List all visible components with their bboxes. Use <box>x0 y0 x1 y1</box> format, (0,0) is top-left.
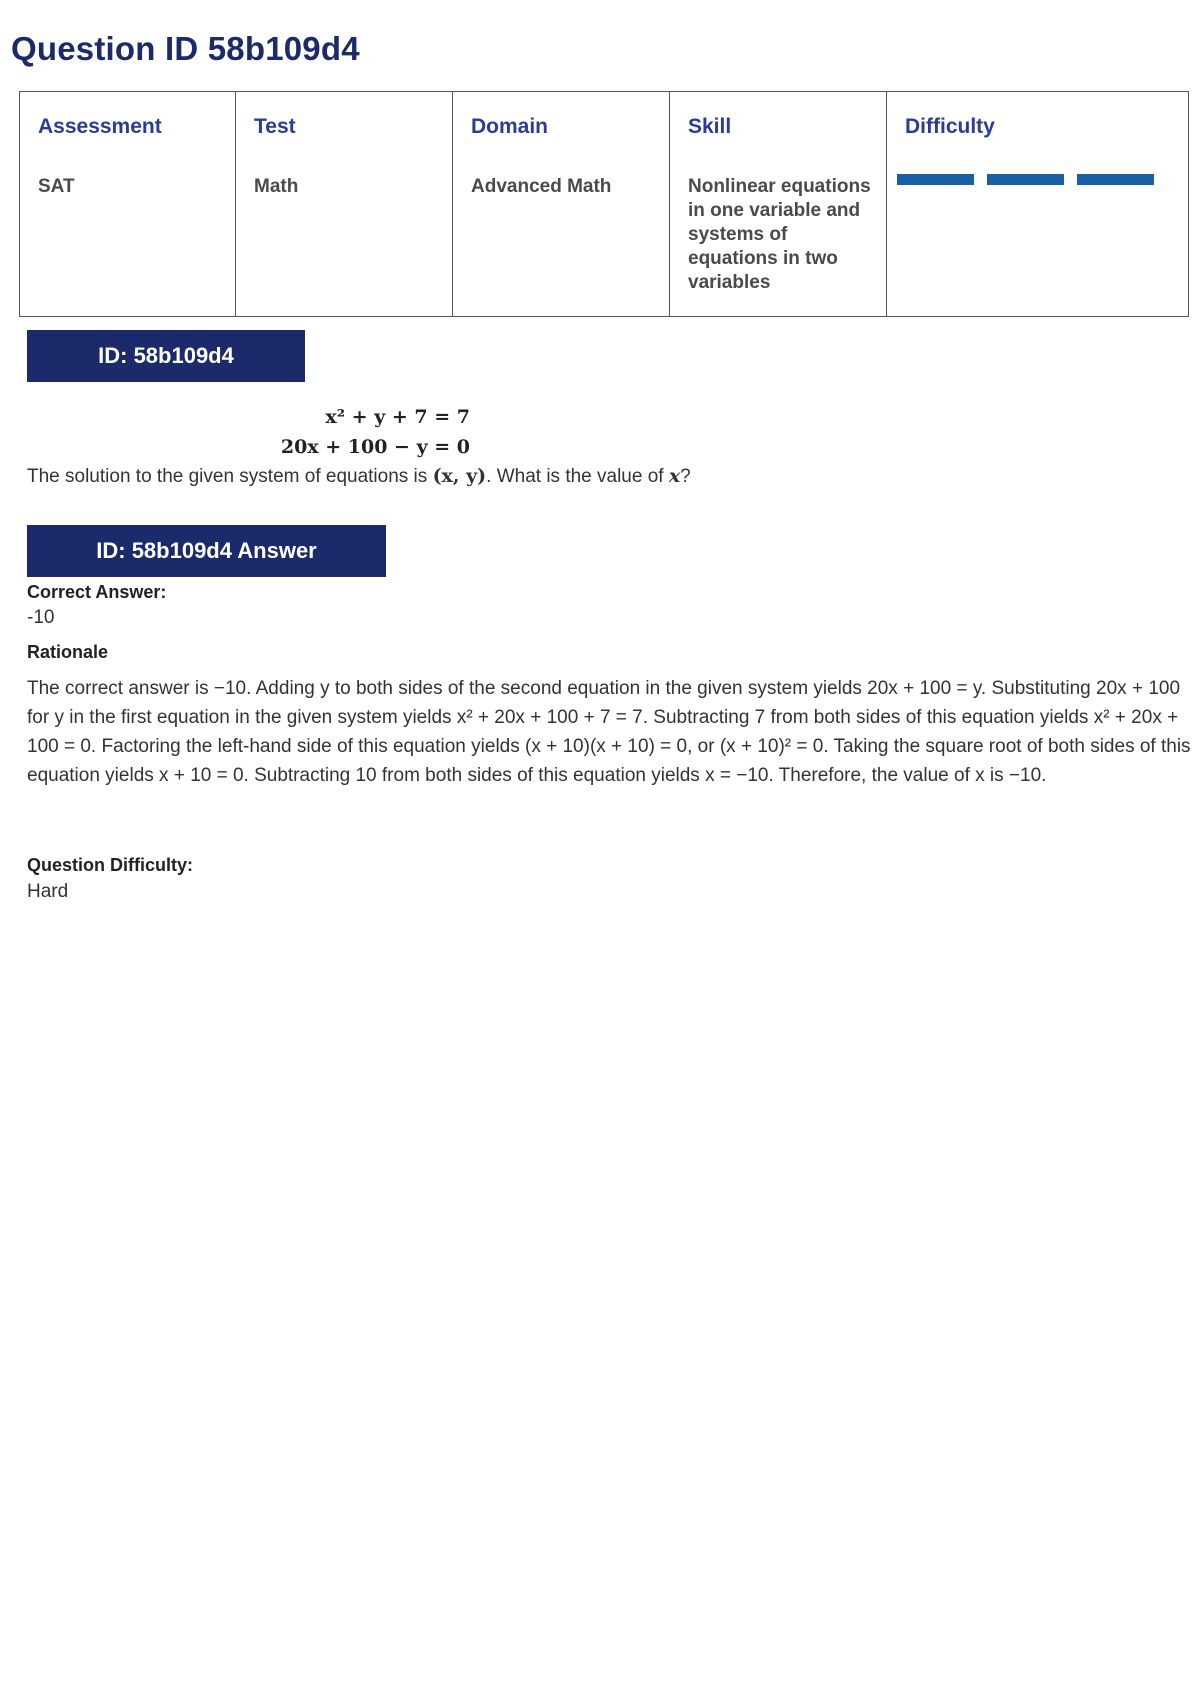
correct-answer-label: Correct Answer: <box>27 582 167 602</box>
rationale-text: The correct answer is −10. Adding y to both sides of the second equation in the given system yields 20x + 100 = y. Substituting 20x + 100 for y in the first equation in the given system yields x² + 20x + 100 + 7 = 7. Subtracting 7 from both sides of this equation yields x² + 20x + 100 = 0. Factoring the left-hand side of this equation yields (x + 10)(x + 10) = 0, or (x + 10)² = 0. Taking the square root of both sides of this equation yields x + 10 = 0. Subtracting 10 from both sides of this equation yields x = −10. Therefore, the value of x is −10. <box>27 678 1191 786</box>
skill-header: Skill <box>688 115 732 138</box>
rationale-heading: Rationale <box>27 642 109 662</box>
difficulty-meter <box>897 174 1188 185</box>
question-id-banner: ID: 58b109d4 <box>27 330 305 382</box>
domain-value: Advanced Math <box>471 176 612 197</box>
domain-header: Domain <box>471 115 549 138</box>
prompt-text-2: . What is the value of <box>486 466 669 487</box>
skill-value: Nonlinear equations in one variable and systems of equations in two variables <box>688 176 871 293</box>
skill-cell <box>670 92 887 317</box>
equation-1: x² + y + 7 = 7 <box>325 406 470 428</box>
assessment-cell <box>20 92 236 317</box>
test-value: Math <box>254 176 299 197</box>
assessment-value: SAT <box>38 176 75 197</box>
domain-cell <box>453 92 670 317</box>
equation-2: 20x + 100 − y = 0 <box>280 436 470 458</box>
prompt-text-3: ? <box>680 466 691 487</box>
correct-answer-value: -10 <box>27 607 55 628</box>
test-header: Test <box>254 115 296 138</box>
prompt-math-xy: (x, y) <box>432 465 487 487</box>
question-difficulty-value: Hard <box>27 881 69 902</box>
answer-id-banner: ID: 58b109d4 Answer <box>27 525 386 577</box>
prompt-text-1: The solution to the given system of equations is <box>27 466 433 487</box>
question-prompt <box>27 464 691 489</box>
difficulty-header: Difficulty <box>905 115 995 138</box>
page-title: Question ID 58b109d4 <box>11 30 360 67</box>
assessment-header: Assessment <box>38 115 162 138</box>
test-cell <box>236 92 453 317</box>
difficulty-cell <box>887 92 1189 317</box>
question-difficulty-label: Question Difficulty: <box>27 855 193 875</box>
question-info-table <box>19 91 1189 317</box>
difficulty-bar <box>897 174 974 185</box>
equation-system <box>270 402 470 462</box>
difficulty-bar <box>987 174 1064 185</box>
prompt-math-x: x <box>668 465 681 487</box>
difficulty-bar <box>1077 174 1154 185</box>
